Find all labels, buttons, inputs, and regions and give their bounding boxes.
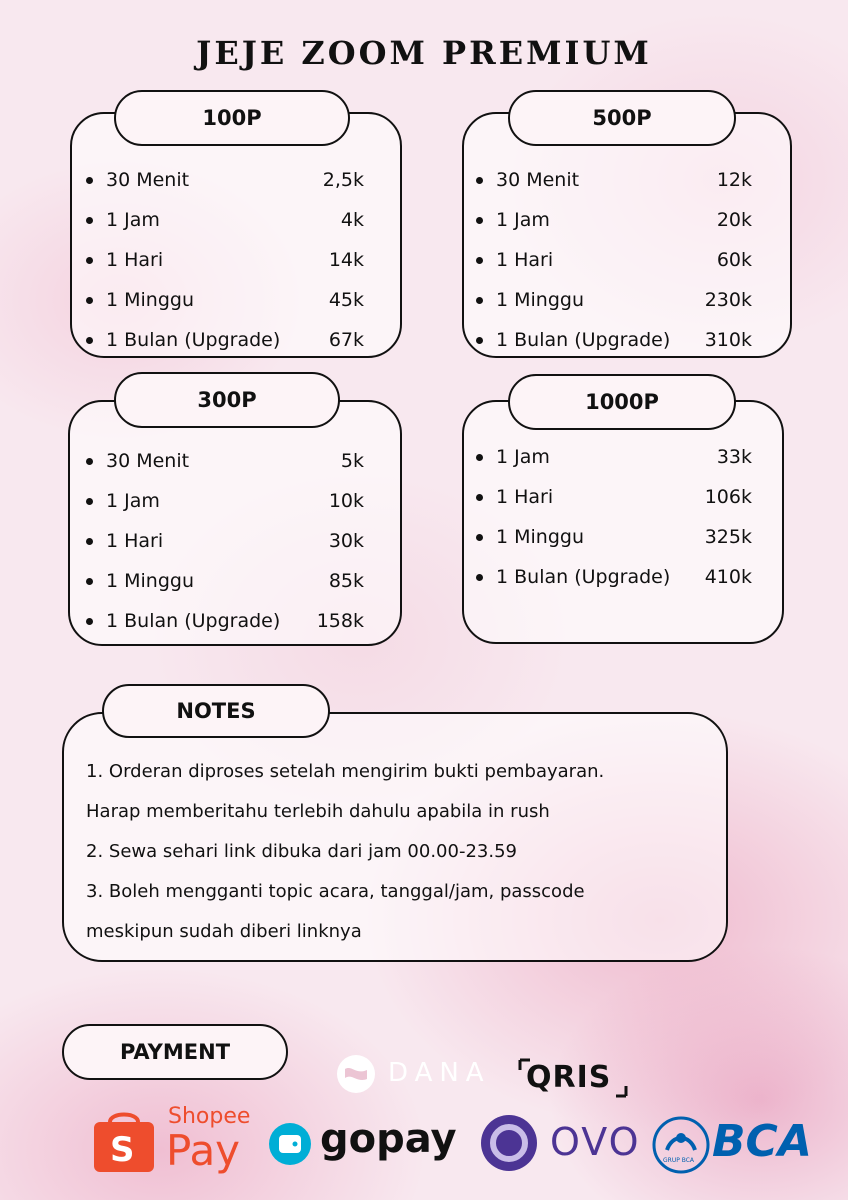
list-item: 1 Bulan (Upgrade) 158k (86, 601, 364, 641)
ovo-logo (480, 1114, 641, 1172)
qris-logo (518, 1058, 628, 1098)
ovo-circle-icon (480, 1114, 538, 1172)
dana-logo (334, 1052, 494, 1096)
list-item: 1 Jam 10k (86, 481, 364, 521)
plan-list-300p (86, 441, 364, 641)
notes-line: meskipun sudah diberi linknya (86, 921, 362, 942)
list-item: 1 Minggu 85k (86, 561, 364, 601)
list-item: 1 Hari 60k (476, 240, 752, 280)
bca-logo (652, 1116, 822, 1176)
bca-emblem-icon (652, 1116, 710, 1174)
notes-line: 2. Sewa sehari link dibuka dari jam 00.00-23.59 (86, 841, 517, 862)
payment-title: PAYMENT (62, 1024, 288, 1080)
list-item: 1 Hari 14k (86, 240, 364, 280)
gopay-wordmark: gopay (320, 1116, 457, 1162)
list-item: 1 Jam 33k (476, 437, 752, 477)
notes-line: 3. Boleh mengganti topic acara, tanggal/jam, passcode (86, 881, 585, 902)
list-item: 1 Bulan (Upgrade) 310k (476, 320, 752, 360)
notes-line: 1. Orderan diproses setelah mengirim bukti pembayaran. (86, 761, 605, 782)
shopee-wordmark: Shopee (168, 1104, 251, 1129)
list-item: 1 Minggu 325k (476, 517, 752, 557)
plan-list-1000p (476, 437, 752, 597)
list-item: 30 Menit 5k (86, 441, 364, 481)
bca-caption: GRUP BCA (663, 1157, 695, 1164)
shopeepay-logo (90, 1104, 262, 1180)
list-item: 30 Menit 12k (476, 160, 752, 200)
plan-title-100p: 100P (114, 90, 350, 146)
list-item: 1 Bulan (Upgrade) 67k (86, 320, 364, 360)
plan-list-500p (476, 160, 752, 360)
pay-wordmark: Pay (166, 1126, 241, 1175)
gopay-wallet-icon (268, 1122, 312, 1166)
shopee-bag-glyph: S (110, 1130, 135, 1170)
list-item: 1 Minggu 230k (476, 280, 752, 320)
list-item: 1 Jam 4k (86, 200, 364, 240)
dana-icon (334, 1052, 380, 1096)
notes-body (86, 752, 706, 952)
notes-line: Harap memberitahu terlebih dahulu apabila in rush (86, 801, 550, 822)
notes-title: NOTES (102, 684, 330, 738)
plan-list-100p (86, 160, 364, 360)
plan-title-500p: 500P (508, 90, 736, 146)
list-item: 1 Hari 106k (476, 477, 752, 517)
list-item: 1 Minggu 45k (86, 280, 364, 320)
list-item: 1 Hari 30k (86, 521, 364, 561)
qris-wordmark: QRIS (526, 1060, 612, 1095)
page-title: JEJE ZOOM PREMIUM (196, 34, 652, 72)
plan-title-300p: 300P (114, 372, 340, 428)
list-item: 1 Jam 20k (476, 200, 752, 240)
bca-wordmark: BCA (712, 1116, 812, 1167)
plan-title-1000p: 1000P (508, 374, 736, 430)
ovo-wordmark: OVO (550, 1120, 641, 1164)
gopay-logo (268, 1118, 464, 1172)
list-item: 1 Bulan (Upgrade) 410k (476, 557, 752, 597)
list-item: 30 Menit 2,5k (86, 160, 364, 200)
dana-wordmark: DANA (388, 1058, 491, 1088)
